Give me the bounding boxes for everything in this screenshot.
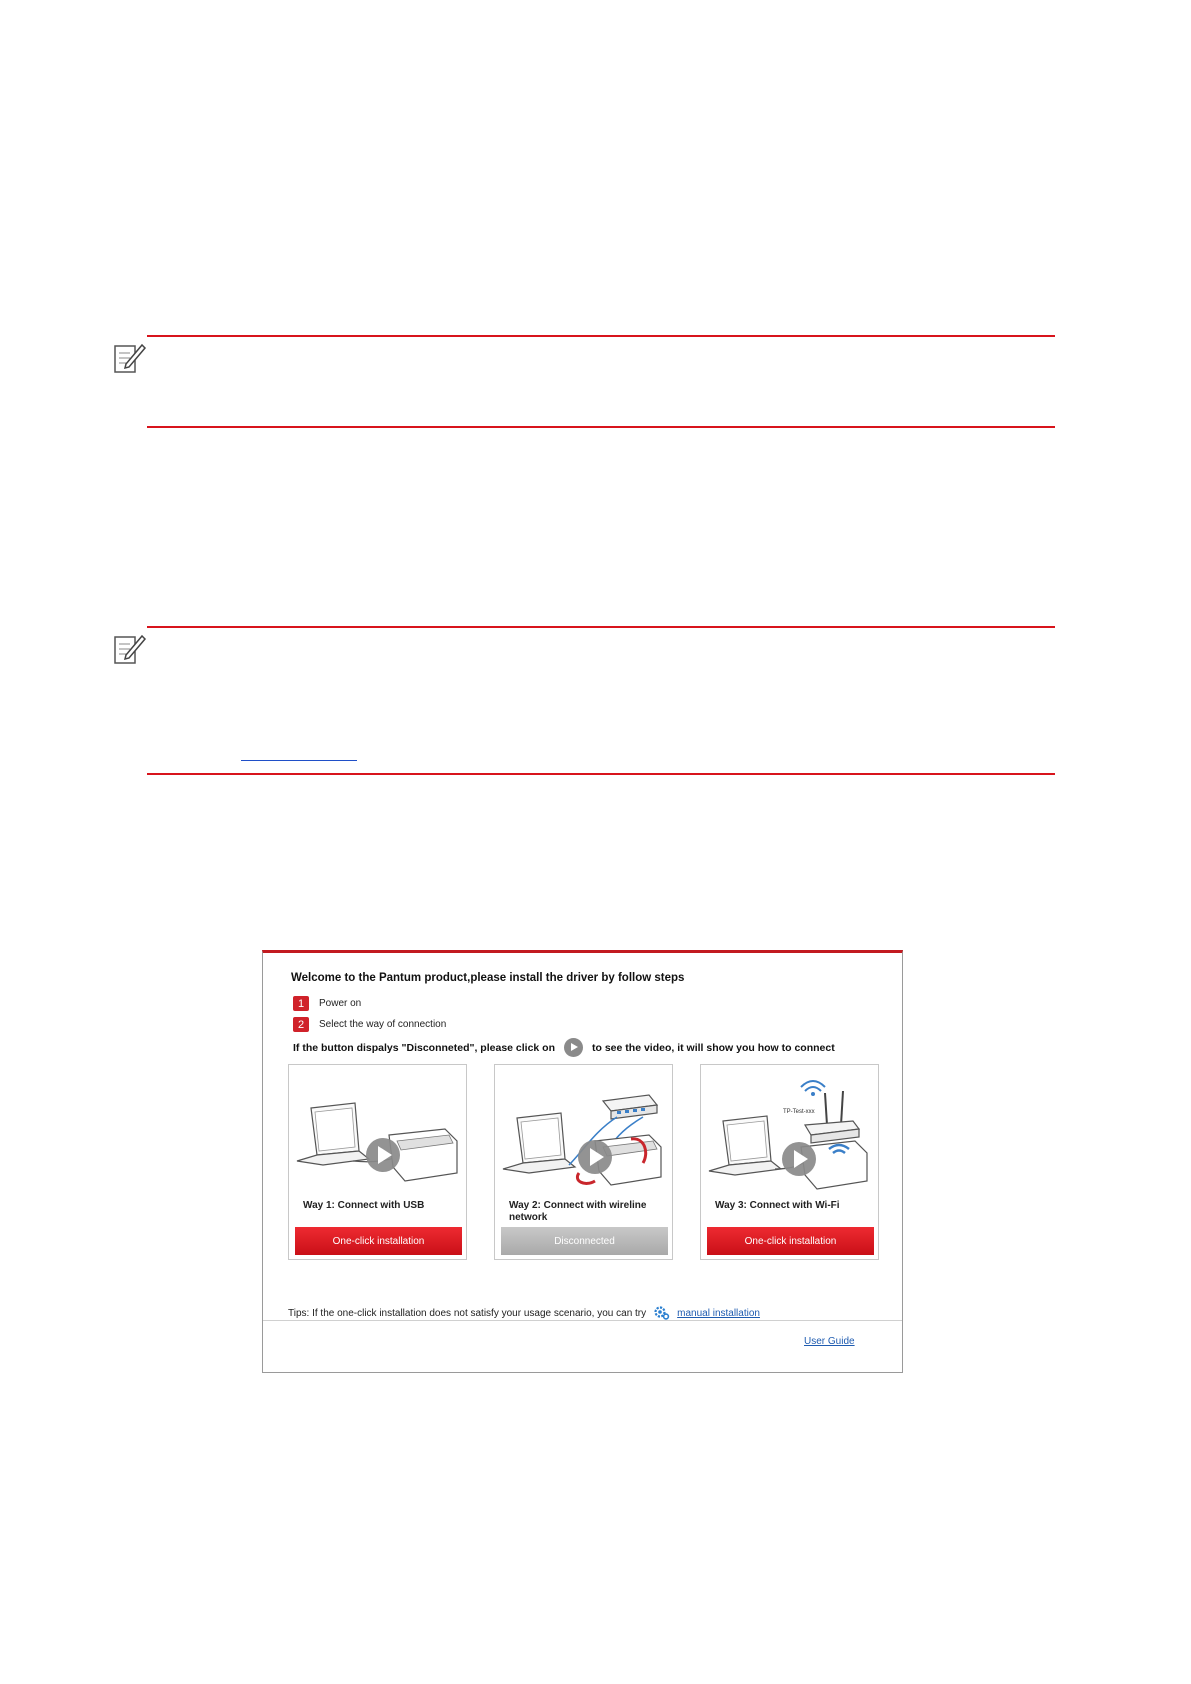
dialog-divider (263, 1320, 902, 1321)
hint-text-before: If the button dispalys "Disconneted", please click on (293, 1041, 556, 1054)
note-pencil-icon (112, 340, 148, 376)
wifi-connection-illustration (705, 1073, 875, 1193)
note-bottom-rule (147, 773, 1055, 775)
note-top-rule (147, 335, 1055, 337)
installer-dialog (262, 950, 903, 1373)
card-label: Way 3: Connect with Wi-Fi (715, 1200, 840, 1211)
user-guide-link[interactable]: User Guide (804, 1336, 855, 1347)
tips-text: Tips: If the one-click installation does not satisfy your usage scenario, you can try (288, 1307, 647, 1319)
one-click-install-wifi-button[interactable]: One-click installation (707, 1227, 874, 1255)
step-text: Power on (319, 998, 362, 1009)
one-click-install-usb-button[interactable]: One-click installation (295, 1227, 462, 1255)
hint-text-after: to see the video, it will show you how to connect (592, 1041, 835, 1054)
connection-card-usb (288, 1064, 467, 1260)
connection-card-wireline (494, 1064, 673, 1260)
step-2 (293, 1016, 446, 1033)
step-number: 1 (293, 996, 309, 1011)
note-pencil-icon (112, 631, 148, 667)
play-icon[interactable] (564, 1038, 583, 1057)
connection-card-wifi (700, 1064, 879, 1260)
document-link[interactable] (241, 745, 357, 761)
dialog-title: Welcome to the Pantum product,please install the driver by follow steps (291, 972, 685, 984)
usb-connection-illustration (293, 1073, 463, 1193)
disconnected-button[interactable]: Disconnected (501, 1227, 668, 1255)
note-bottom-rule (147, 426, 1055, 428)
note-top-rule (147, 626, 1055, 628)
manual-installation-link[interactable]: manual installation (677, 1307, 760, 1319)
gear-icon (654, 1306, 670, 1320)
wireline-connection-illustration (499, 1073, 669, 1193)
tips-row (288, 1306, 760, 1320)
video-hint (293, 1038, 835, 1057)
step-number: 2 (293, 1017, 309, 1032)
card-label: Way 2: Connect with wireline network (509, 1200, 647, 1223)
router-label: TP-Test-xxx (783, 1109, 815, 1115)
step-1 (293, 995, 361, 1012)
card-label: Way 1: Connect with USB (303, 1200, 425, 1211)
step-text: Select the way of connection (319, 1019, 447, 1030)
